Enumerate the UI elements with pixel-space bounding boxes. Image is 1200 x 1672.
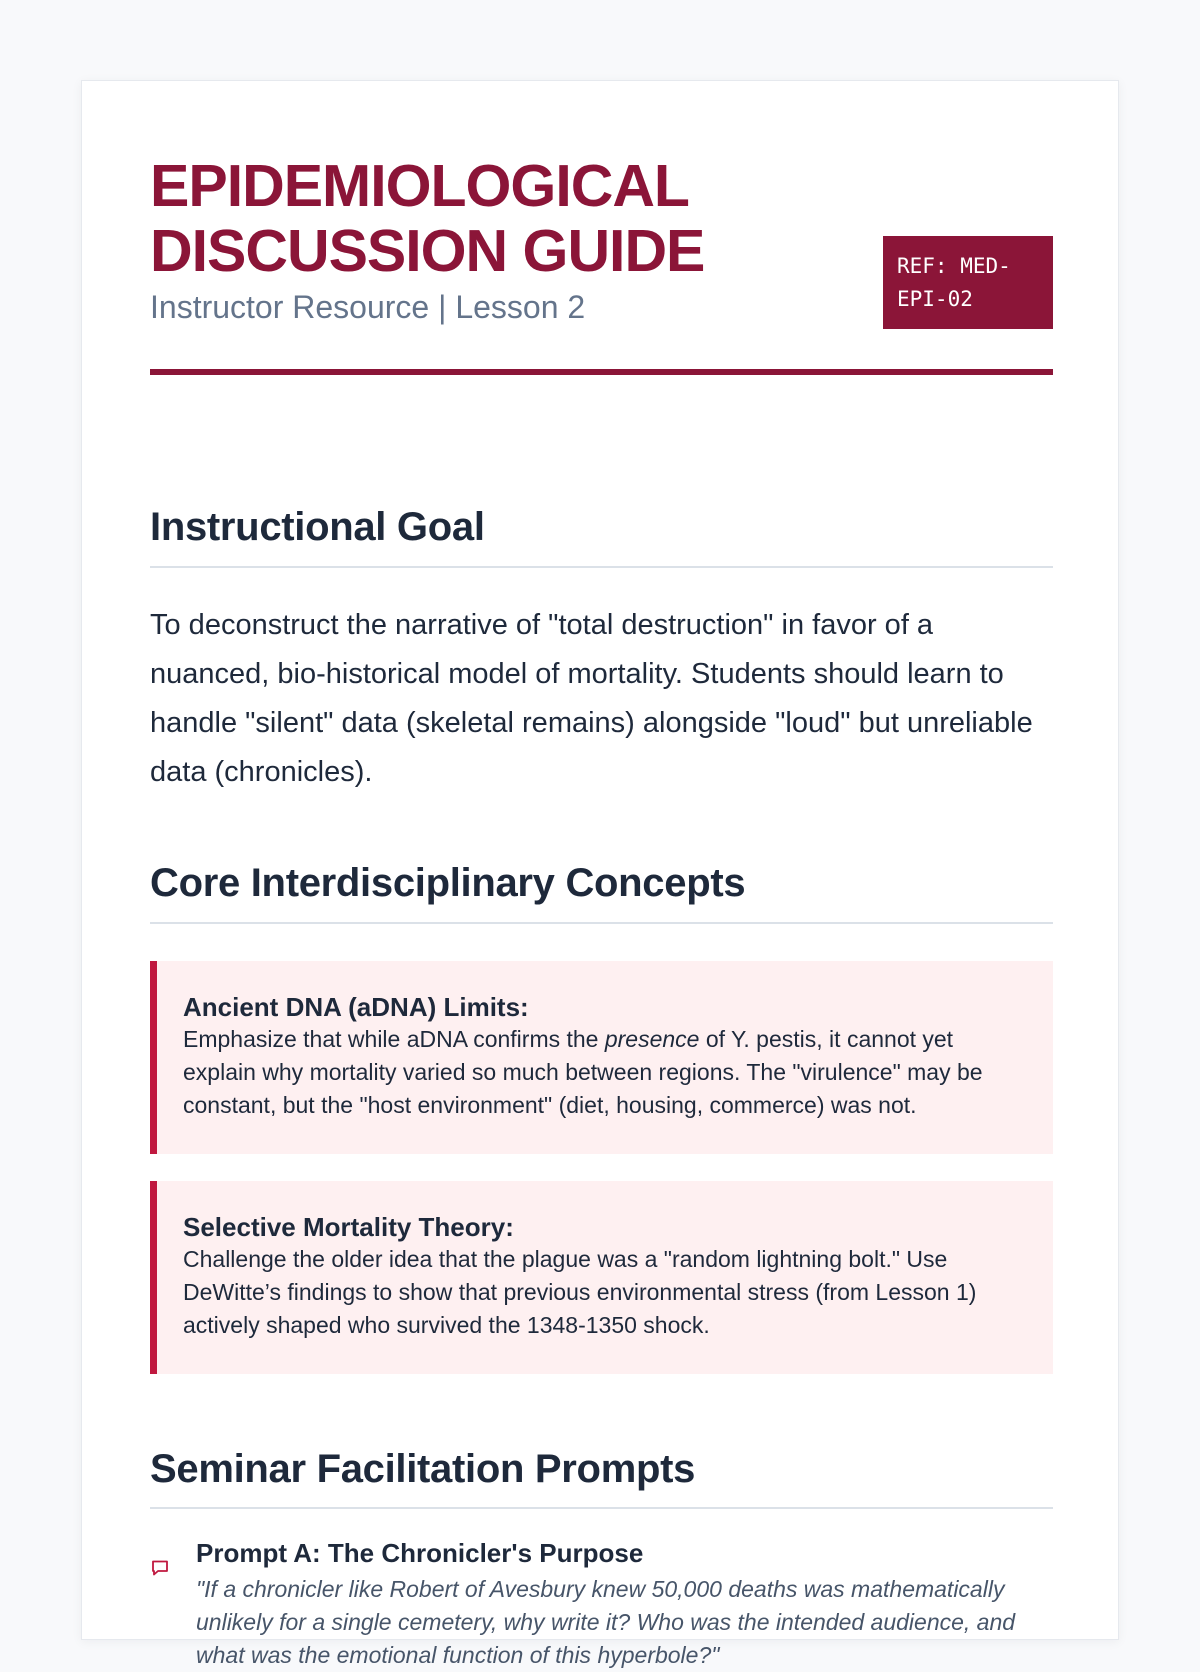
section-heading-goal — [150, 505, 1053, 568]
concept-callout-adna — [150, 961, 1053, 1154]
document-page — [81, 80, 1119, 1668]
document-header — [150, 81, 1053, 457]
callout-body-text: of Y. pestis, it cannot yet explain why mortality varied so much between regions. The "virulence" may be constant, but the "host environment" (diet, housing, commerce) was not. — [183, 1026, 983, 1118]
section-heading-prompts — [150, 1436, 1053, 1509]
goal-heading: Instructional Goal — [150, 505, 485, 549]
document-content — [150, 81, 1053, 1668]
callout-body: Challenge the older idea that the plague was a "random lightning bolt." Use DeWitte’s findings to show that previous environmental stress (from Lesson 1) actively shaped who survived the 1348-1350 shock. — [183, 1246, 977, 1338]
page-title: EPIDEMIOLOGICAL DISCUSSION GUIDE — [150, 153, 705, 284]
reference-badge: REF: MED-EPI-02 — [883, 236, 1053, 329]
prompt-quote: "If a chronicler like Robert of Avesbury knew 50,000 deaths was mathematically unlikely for a single cemetery, why write it? Who was the intended audience, and what was the emotional function of this hyperbole?" — [196, 1576, 1016, 1668]
concept-callout-selective-mortality — [150, 1181, 1053, 1374]
prompt-title: Prompt A: The Chronicler's Purpose — [196, 1538, 644, 1568]
header-divider — [150, 369, 1053, 375]
callout-title: Ancient DNA (aDNA) Limits: — [183, 992, 529, 1022]
page-subtitle: Instructor Resource | Lesson 2 — [150, 289, 586, 325]
callout-title: Selective Mortality Theory: — [183, 1212, 514, 1242]
callout-body-text: Emphasize that while aDNA confirms the — [183, 1026, 605, 1052]
callout-body-emphasis: presence — [604, 1026, 700, 1052]
section-heading-concepts — [150, 861, 1053, 924]
prompts-heading: Seminar Facilitation Prompts — [150, 1447, 696, 1491]
speech-bubble-icon — [150, 1558, 170, 1578]
concepts-heading: Core Interdisciplinary Concepts — [150, 861, 746, 905]
callout-body — [183, 1023, 1027, 1122]
goal-paragraph: To deconstruct the narrative of "total destruction" in favor of a nuanced, bio-historical model of mortality. Students should learn to handle "silent" data (skeletal remains) alongside "loud" but unreliable data (chronicles). — [150, 609, 1033, 788]
